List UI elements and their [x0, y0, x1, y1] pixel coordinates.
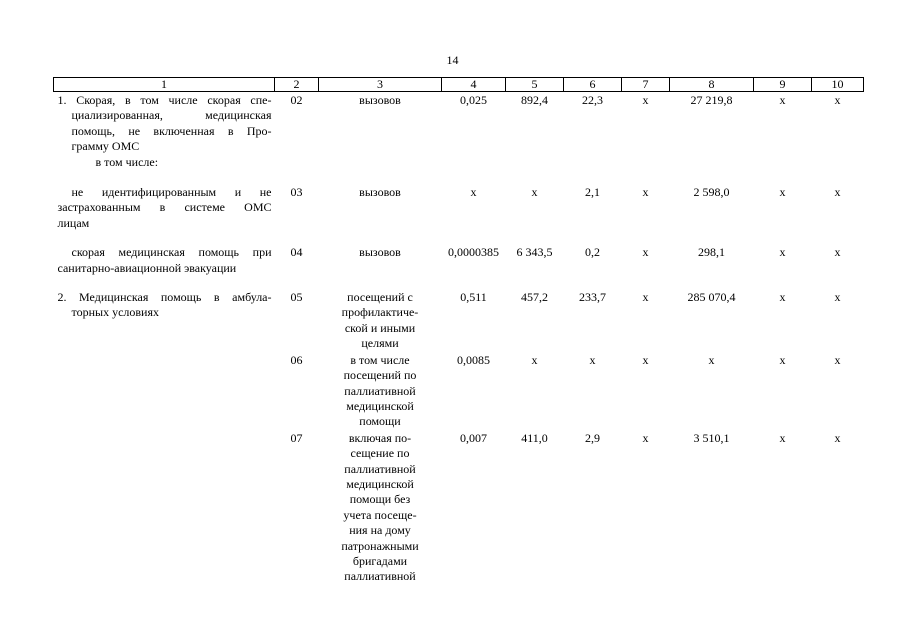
row-label-line: 1. Скорая, в том числе скорая спе-: [57, 93, 272, 107]
row-label-cell: [54, 231, 275, 276]
cell-c3: [319, 231, 442, 276]
cell-c2: 05: [290, 290, 303, 305]
unit-line: вызовов: [359, 185, 401, 200]
cell-c2: 04: [290, 245, 303, 260]
row-label-cell: [54, 92, 275, 171]
cell-c6: 22,3: [582, 93, 603, 107]
cell-c5: x: [531, 352, 538, 367]
cell-c6: x: [589, 352, 596, 367]
cell-c3: [319, 92, 442, 171]
table-row: [54, 276, 864, 352]
cell-c6: 2,1: [585, 185, 600, 200]
cell-c2: 06: [290, 352, 303, 367]
header-cell-2: 2: [275, 78, 319, 92]
header-cell-7: 7: [622, 78, 670, 92]
row-label-cell: [54, 430, 275, 585]
cell-c8: x: [708, 352, 715, 367]
data-table: [53, 77, 864, 585]
cell-c7: x: [642, 430, 649, 445]
header-cell-9: 9: [754, 78, 812, 92]
unit-line: медицинской: [346, 398, 414, 413]
cell-c4: 0,511: [460, 290, 487, 305]
cell-c3: [319, 170, 442, 231]
unit-line: помощи: [359, 414, 401, 429]
header-cell-6: 6: [564, 78, 622, 92]
cell-c9: x: [779, 290, 786, 305]
unit-line: патронажными: [341, 538, 419, 553]
cell-c4: 0,0085: [457, 352, 490, 367]
row-label-line: скорая медицинская помощь при: [71, 245, 272, 260]
row-sublabel: в том числе:: [95, 154, 159, 169]
row-label-line: грамму ОМС: [71, 139, 140, 154]
unit-line: вызовов: [359, 245, 401, 260]
row-label-line: санитарно-авиационной эвакуации: [57, 260, 237, 275]
cell-c9: x: [779, 430, 786, 445]
cell-c4: 0,025: [460, 93, 487, 107]
cell-c5: 6 343,5: [516, 245, 553, 260]
row-label-cell: [54, 352, 275, 430]
unit-line: сещение по: [350, 446, 410, 461]
header-cell-8: 8: [670, 78, 754, 92]
unit-line: посещений с: [347, 290, 413, 305]
cell-c8: 298,1: [698, 245, 725, 260]
row-label-line: застрахованным в системе ОМС: [57, 200, 272, 215]
unit-line: ния на дому: [349, 523, 411, 538]
unit-line: целями: [361, 336, 399, 351]
cell-c10: x: [834, 430, 841, 445]
unit-line: бригадами: [352, 553, 408, 568]
unit-line: посещений по: [343, 368, 417, 383]
table-row: [54, 231, 864, 276]
cell-c9: x: [779, 245, 786, 260]
cell-c10: x: [834, 93, 841, 107]
cell-c6: 0,2: [585, 245, 600, 260]
table-row: [54, 170, 864, 231]
cell-c9: x: [779, 185, 786, 200]
cell-c3: [319, 430, 442, 585]
cell-c7: x: [642, 290, 649, 305]
cell-c6: 2,9: [585, 430, 600, 445]
cell-c8: 285 070,4: [687, 290, 736, 305]
cell-c7: x: [642, 185, 649, 200]
cell-c10: x: [834, 352, 841, 367]
cell-c7: x: [642, 93, 649, 107]
unit-line: в том числе: [350, 352, 410, 367]
row-label-cell: [54, 170, 275, 231]
cell-c5: 457,2: [521, 290, 548, 305]
unit-line: вызовов: [359, 93, 401, 107]
row-label-line: лицам: [57, 215, 90, 230]
unit-line: ской и иными: [344, 320, 416, 335]
cell-c8: 2 598,0: [693, 185, 730, 200]
cell-c9: x: [779, 352, 786, 367]
header-cell-4: 4: [442, 78, 506, 92]
header-row: [54, 78, 864, 92]
row-label-cell: [54, 276, 275, 352]
cell-c2: 07: [290, 430, 303, 445]
cell-c8: 27 219,8: [690, 93, 733, 107]
cell-c9: x: [779, 93, 786, 107]
row-label-line: циализированная, медицинская: [71, 108, 272, 123]
cell-c3: [319, 276, 442, 352]
cell-c7: x: [642, 352, 649, 367]
header-cell-1: 1: [54, 78, 275, 92]
table-row: [54, 92, 864, 171]
cell-c3: [319, 352, 442, 430]
cell-c8: 3 510,1: [693, 430, 730, 445]
row-label-line: помощь, не включенная в Про-: [71, 123, 272, 138]
unit-line: паллиативной: [344, 569, 416, 584]
row-label-line: 2. Медицинская помощь в амбула-: [57, 290, 272, 305]
unit-line: профилактиче-: [341, 305, 419, 320]
unit-line: включая по-: [348, 430, 412, 445]
unit-line: учета посеще-: [343, 507, 417, 522]
unit-line: помощи без: [349, 492, 411, 507]
cell-c5: 892,4: [521, 93, 548, 107]
header-cell-3: 3: [319, 78, 442, 92]
cell-c2: 03: [290, 185, 303, 200]
cell-c7: x: [642, 245, 649, 260]
header-cell-10: 10: [812, 78, 864, 92]
table-row: [54, 352, 864, 430]
cell-c5: x: [531, 185, 538, 200]
row-label-line: не идентифицированным и не: [71, 185, 272, 200]
cell-c4: 0,007: [460, 430, 487, 445]
cell-c5: 411,0: [521, 430, 548, 445]
cell-c4: x: [470, 185, 477, 200]
cell-c10: x: [834, 245, 841, 260]
cell-c2: 02: [290, 93, 303, 107]
unit-line: паллиативной: [344, 461, 416, 476]
cell-c10: x: [834, 185, 841, 200]
page-number: 14: [446, 53, 459, 67]
cell-c4: 0,0000385: [448, 245, 499, 260]
unit-line: медицинской: [346, 476, 414, 491]
header-cell-5: 5: [506, 78, 564, 92]
cell-c10: x: [834, 290, 841, 305]
row-label-line: торных условиях: [71, 305, 159, 320]
table-row: [54, 430, 864, 585]
cell-c6: 233,7: [579, 290, 606, 305]
unit-line: паллиативной: [344, 383, 416, 398]
